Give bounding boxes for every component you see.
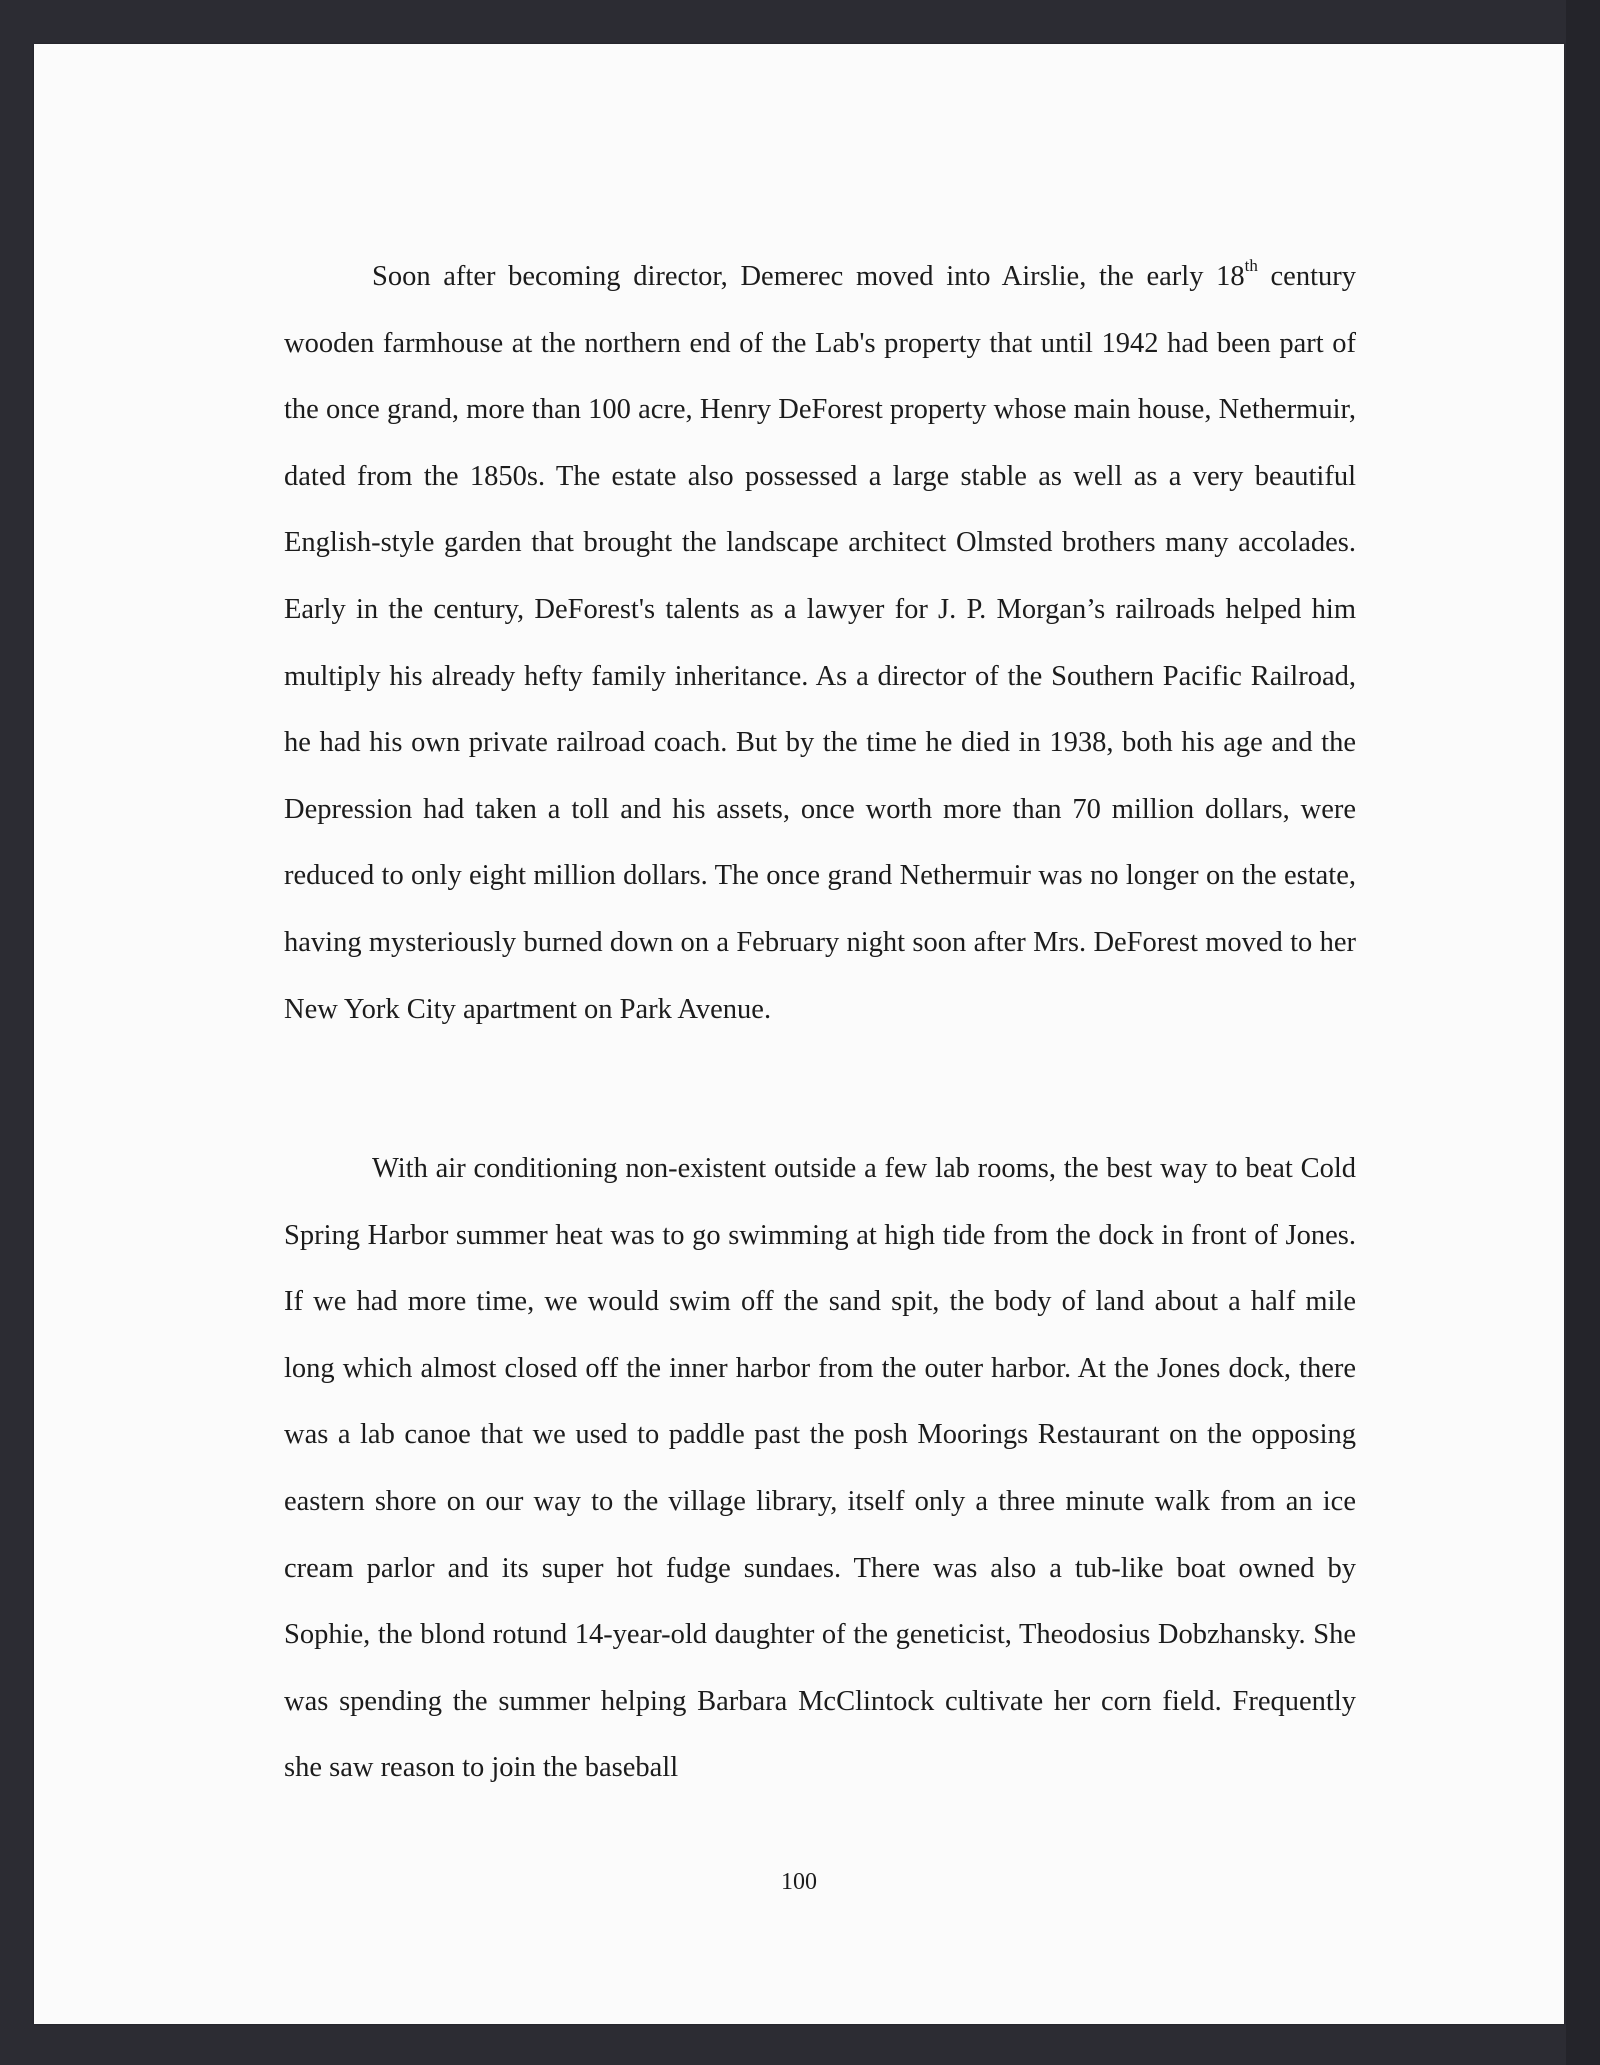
paragraph-text-start: Soon after becoming director, Demerec moved into Airslie, the early 18 [372, 261, 1245, 292]
scan-backdrop [1566, 0, 1600, 2065]
paragraph-swimming: With air conditioning non-existent outside a few lab rooms, the best way to beat Cold Spring Harbor summer heat was to go swimming at high tide from the dock in front of Jones. If we had more time, we would swim off the sand spit, the body of land about a half mile long which almost closed off the inner harbor from the outer harbor. At the Jones dock, there was a lab canoe that we used to paddle past the posh Moorings Restaurant on the opposing eastern shore on our way to the village library, itself only a three minute walk from an ice cream parlor and its super hot fudge sundaes. There was also a tub-like boat owned by Sophie, the blond rotund 14-year-old daughter of the geneticist, Theodosius Dobzhansky. She was spending the summer helping Barbara McClintock cultivate her corn field. Frequently she saw reason to join the baseball [284, 1153, 1356, 1784]
ordinal-superscript: th [1244, 256, 1258, 275]
document-page [34, 44, 1564, 2024]
page-number: 100 [781, 1869, 817, 1895]
paragraph-text-rest: century wooden farmhouse at the northern end of the Lab's property that until 1942 had been part of the once grand, more than 100 acre, Henry DeForest property whose main house, Nethermuir, dated from the 1850s. The estate also possessed a large stable as well as a very beautiful English-style garden that brought the landscape architect Olmsted brothers many accolades. Early in the century, DeForest's talents as a lawyer for J. P. Morgan’s railroads helped him multiply his already hefty family inheritance. As a director of the Southern Pacific Railroad, he had his own private railroad coach. But by the time he died in 1938, both his age and the Depression had taken a toll and his assets, once worth more than 70 million dollars, were reduced to only eight million dollars. The once grand Nethermuir was no longer on the estate, having mysteriously burned down on a February night soon after Mrs. DeForest moved to her New York City apartment on Park Avenue. [284, 261, 1356, 1025]
paragraph-airslie [284, 244, 1356, 1043]
